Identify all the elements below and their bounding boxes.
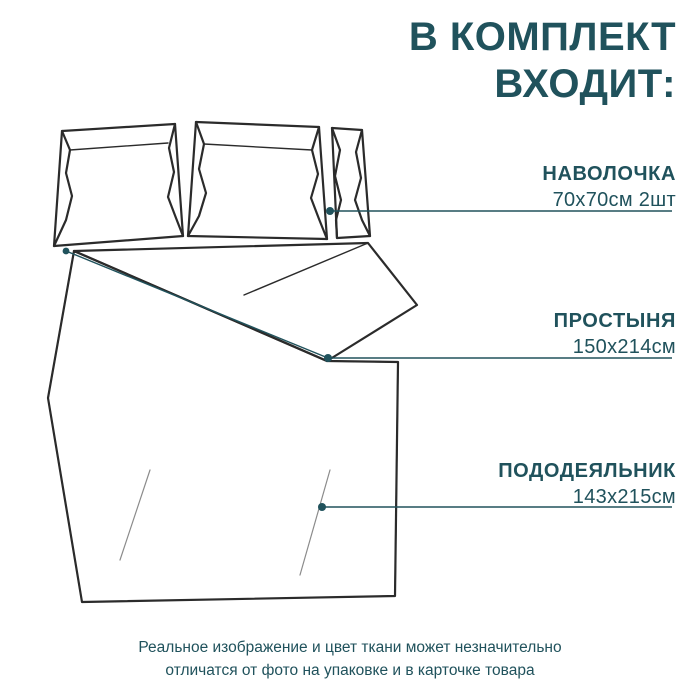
pillow-middle-shape <box>188 122 327 239</box>
disclaimer-line-1: Реальное изображение и цвет ткани может незначительно <box>138 638 562 656</box>
callout-sheet <box>554 310 676 360</box>
pillow-left-shape <box>54 124 183 246</box>
disclaimer-line-2: отличатся от фото на упаковке и в карточке товара <box>165 661 535 679</box>
callout-pillowcase-name: НАВОЛОЧКА <box>542 163 676 185</box>
leader-dot-pillowcase <box>326 207 334 215</box>
disclaimer-note <box>0 636 700 683</box>
callout-duvet-cover-size: 143х215см <box>572 486 676 508</box>
callout-sheet-name: ПРОСТЫНЯ <box>553 310 676 332</box>
callout-sheet-size: 150х214см <box>572 336 676 358</box>
callout-pillowcase-size: 70х70см 2шт <box>552 189 676 211</box>
callout-duvet-cover-name: ПОДОДЕЯЛЬНИК <box>498 460 676 482</box>
page-title-line-1: В КОМПЛЕКТ <box>408 15 676 59</box>
leader-line-sheet-diagonal <box>66 251 328 358</box>
leader-dot-duvet <box>318 503 326 511</box>
sheet-shape <box>74 243 417 361</box>
duvet-cover-shape <box>48 251 398 602</box>
callout-duvet-cover <box>498 460 676 510</box>
page-title-line-2: ВХОДИТ: <box>494 62 676 107</box>
callout-pillowcase <box>542 163 676 213</box>
